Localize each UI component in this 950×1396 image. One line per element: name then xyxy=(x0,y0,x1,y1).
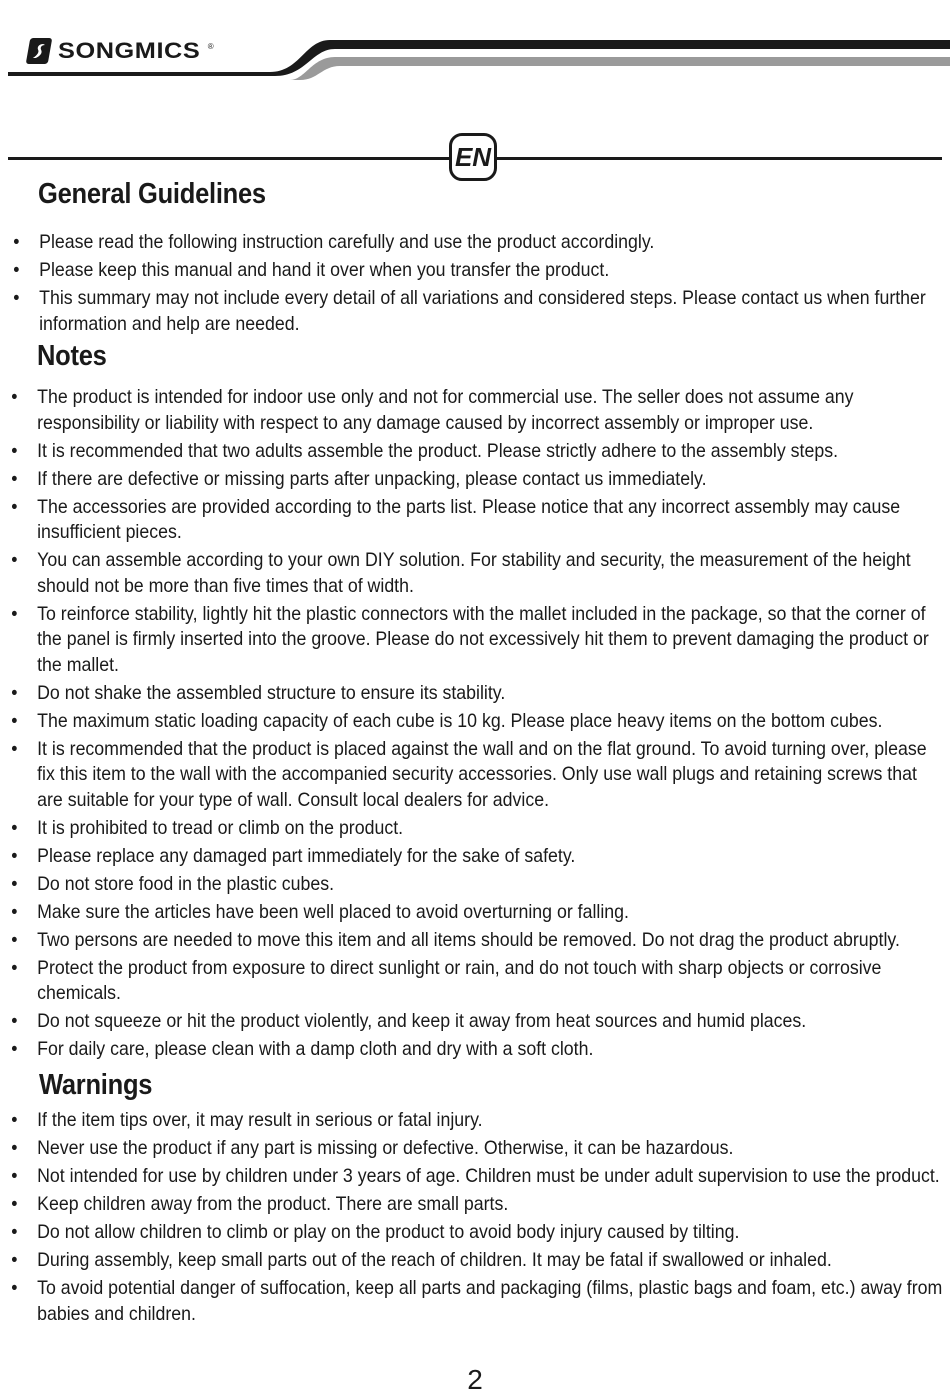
bullet-icon: • xyxy=(11,928,18,951)
list-item xyxy=(8,956,947,1007)
list-item-text: For daily care, please clean with a damp cloth and dry with a soft cloth. xyxy=(37,1038,594,1060)
list-item-text: During assembly, keep small parts out of the reach of children. It may be fatal if swallowed or inhaled. xyxy=(37,1249,832,1271)
list-item-text: Do not shake the assembled structure to ensure its stability. xyxy=(37,681,506,704)
bullet-icon: • xyxy=(11,844,18,867)
list-item-text: Do not store food in the plastic cubes. xyxy=(37,872,335,895)
bullet-icon: • xyxy=(11,1038,18,1060)
list-item xyxy=(8,385,947,436)
list-item xyxy=(10,286,949,337)
list-item xyxy=(8,1192,947,1218)
list-item xyxy=(8,872,947,898)
list-item xyxy=(8,1009,947,1035)
bullet-icon: • xyxy=(11,1249,18,1271)
brand-logo-icon xyxy=(26,38,53,64)
brand-logo xyxy=(28,36,214,66)
notes-list xyxy=(8,385,950,1065)
bullet-icon: • xyxy=(13,231,20,253)
bullet-icon: • xyxy=(13,287,20,309)
bullet-icon: • xyxy=(11,386,18,408)
list-item xyxy=(8,1220,947,1246)
list-item xyxy=(8,548,947,599)
page-number: 2 xyxy=(467,1364,483,1395)
bullet-icon: • xyxy=(11,602,18,625)
warnings-title: Warnings xyxy=(39,1069,153,1101)
list-item-text: Two persons are needed to move this item and all items should be removed. Do not drag the product abruptly. xyxy=(37,928,900,951)
bullet-icon: • xyxy=(11,681,18,704)
list-item-text: Never use the product if any part is missing or defective. Otherwise, it can be hazardous. xyxy=(37,1137,734,1159)
bullet-icon: • xyxy=(11,956,18,979)
bullet-icon: • xyxy=(11,439,18,462)
bullet-icon: • xyxy=(11,467,18,490)
bullet-icon: • xyxy=(11,1277,18,1299)
list-item xyxy=(8,1136,947,1162)
list-item xyxy=(8,737,947,814)
language-divider-left xyxy=(8,157,450,160)
list-item xyxy=(8,1108,947,1134)
list-item xyxy=(8,1164,947,1190)
bullet-icon: • xyxy=(11,1193,18,1215)
list-item-text: It is recommended that two adults assemble the product. Please strictly adhere to the assembly steps. xyxy=(37,439,839,462)
list-item xyxy=(8,709,947,735)
general-guidelines-list xyxy=(10,230,950,340)
notes-title: Notes xyxy=(37,340,107,372)
list-item xyxy=(8,816,947,842)
list-item-text: To reinforce stability, lightly hit the plastic connectors with the mallet included in the package, so that the corner of the panel is firmly inserted into the groove. Please do not excessively hit them to prevent damaging the product or the mallet. xyxy=(37,602,929,676)
list-item xyxy=(8,467,947,493)
brand-name: SONGMICS xyxy=(58,38,201,63)
list-item xyxy=(8,602,947,679)
list-item-text: To avoid potential danger of suffocation, keep all parts and packaging (films, plastic bags and foam, etc.) away from babies and children. xyxy=(37,1277,943,1325)
bullet-icon: • xyxy=(11,1109,18,1131)
bullet-icon: • xyxy=(11,1221,18,1243)
list-item-text: If there are defective or missing parts after unpacking, please contact us immediately. xyxy=(37,467,707,490)
list-item xyxy=(8,844,947,870)
list-item xyxy=(8,1248,947,1274)
bullet-icon: • xyxy=(11,495,18,518)
list-item-text: Keep children away from the product. There are small parts. xyxy=(37,1193,509,1215)
bullet-icon: • xyxy=(11,737,18,760)
bullet-icon: • xyxy=(11,1010,18,1032)
list-item xyxy=(8,439,947,465)
list-item xyxy=(8,900,947,926)
bullet-icon: • xyxy=(11,709,18,732)
list-item-text: The maximum static loading capacity of each cube is 10 kg. Please place heavy items on the bottom cubes. xyxy=(37,709,883,732)
page-header xyxy=(0,0,950,90)
general-guidelines-title: General Guidelines xyxy=(38,178,266,210)
list-item-text: Make sure the articles have been well placed to avoid overturning or falling. xyxy=(37,900,629,923)
list-item-text: This summary may not include every detail of all variations and considered steps. Please contact us when further information and help are needed. xyxy=(39,287,926,335)
list-item xyxy=(8,928,947,954)
list-item-text: Please keep this manual and hand it over when you transfer the product. xyxy=(39,259,610,281)
list-item-text: The product is intended for indoor use only and not for commercial use. The seller does not assume any responsibility or liability with respect to any damage caused by incorrect assembly or improper use. xyxy=(37,386,854,434)
list-item-text: Do not squeeze or hit the product violently, and keep it away from heat sources and humid places. xyxy=(37,1010,807,1032)
bullet-icon: • xyxy=(11,1165,18,1187)
registered-mark: ® xyxy=(207,41,214,51)
list-item xyxy=(8,1276,947,1327)
list-item-text: Do not allow children to climb or play on the product to avoid body injury caused by tilting. xyxy=(37,1221,740,1243)
list-item-text: Please read the following instruction carefully and use the product accordingly. xyxy=(39,231,655,253)
list-item-text: It is prohibited to tread or climb on the product. xyxy=(37,816,404,839)
list-item xyxy=(10,230,949,256)
list-item-text: It is recommended that the product is placed against the wall and on the flat ground. To avoid turning over, please fix this item to the wall with the accompanied security accessories. Only use wall plugs and retaining screws that are suitable for your type of wall. Consult local dealers for advice. xyxy=(37,737,927,811)
language-divider-right xyxy=(496,157,942,160)
bullet-icon: • xyxy=(11,549,18,571)
list-item-text: You can assemble according to your own DIY solution. For stability and security, the measurement of the height should not be more than five times that of width. xyxy=(37,549,911,597)
list-item xyxy=(8,495,947,546)
list-item-text: If the item tips over, it may result in serious or fatal injury. xyxy=(37,1109,483,1131)
warnings-list xyxy=(8,1108,950,1330)
list-item-text: The accessories are provided according to the parts list. Please notice that any incorrect assembly may cause insufficient pieces. xyxy=(37,495,901,543)
list-item-text: Not intended for use by children under 3 years of age. Children must be under adult supervision to use the product. xyxy=(37,1165,940,1187)
language-badge: EN xyxy=(449,133,497,181)
list-item xyxy=(8,1037,947,1063)
bullet-icon: • xyxy=(13,259,20,281)
list-item-text: Protect the product from exposure to direct sunlight or rain, and do not touch with sharp objects or corrosive chemicals. xyxy=(37,956,882,1004)
list-item xyxy=(10,258,949,284)
bullet-icon: • xyxy=(11,1137,18,1159)
list-item xyxy=(8,681,947,707)
bullet-icon: • xyxy=(11,816,18,839)
list-item-text: Please replace any damaged part immediately for the sake of safety. xyxy=(37,844,576,867)
bullet-icon: • xyxy=(11,900,18,923)
bullet-icon: • xyxy=(11,872,18,895)
